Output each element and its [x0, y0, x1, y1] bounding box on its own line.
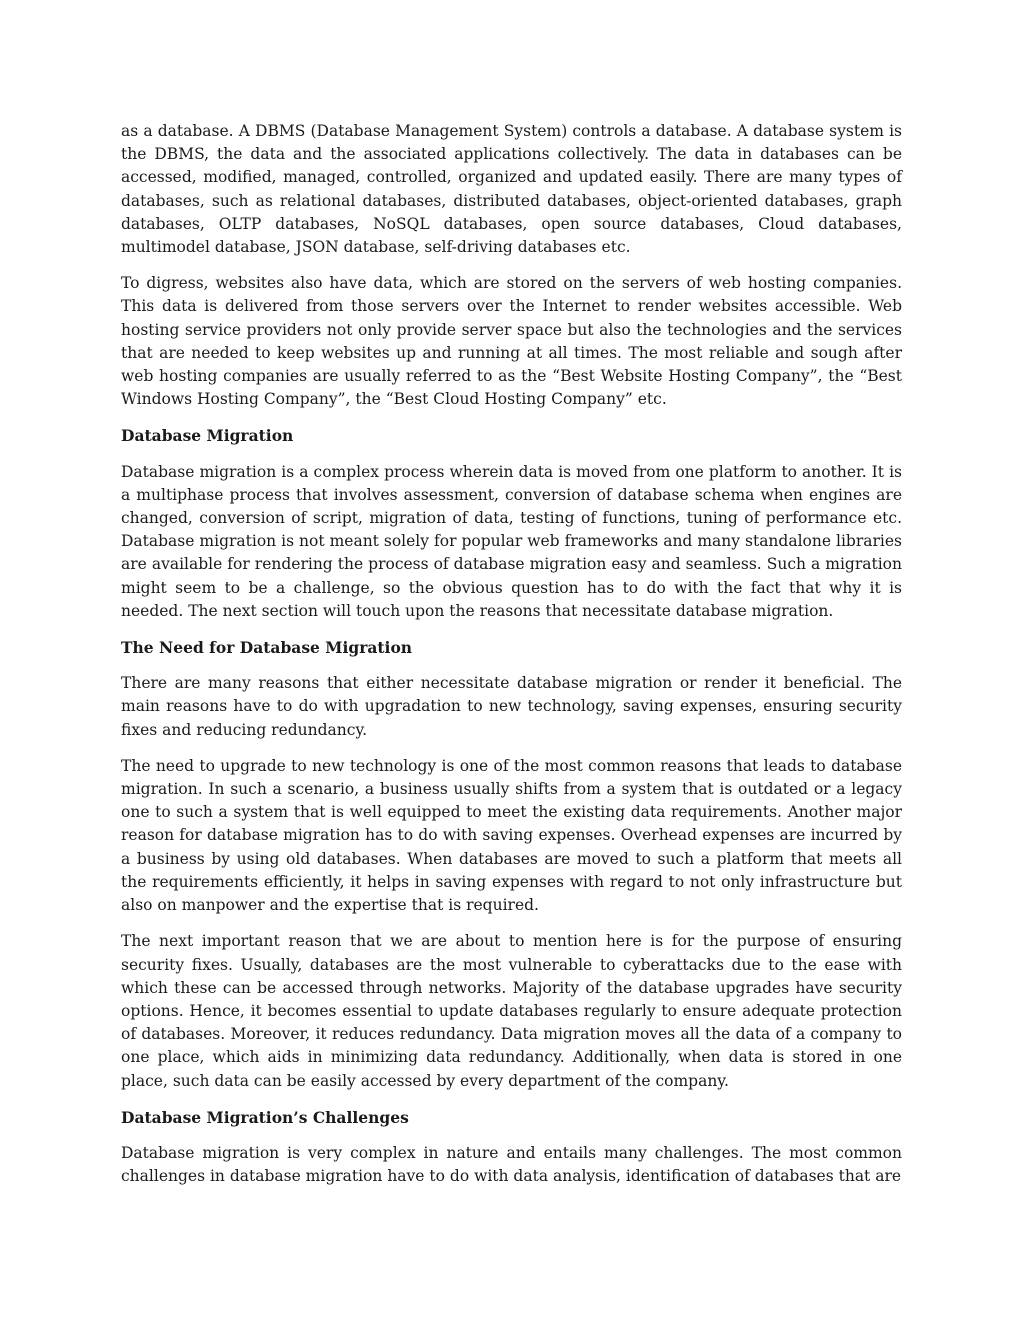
paragraph-migration-process: Database migration is a complex process wherein data is moved from one platform to another. It is a multiphase process that involves assessment, conversion of database schema when engines are changed, conversion of script, migration of data, testing of functions, tuning of performance etc. Database migration is not meant solely for popular web frameworks and many standalone libraries are available for rendering the process of database migration easy and seamless. Such a migration might seem to be a challenge, so the obvious question has to do with the fact that why it is needed. The next section will touch upon the reasons that necessitate database migration.	[121, 462, 902, 620]
paragraph-upgrade-technology: The need to upgrade to new technology is one of the most common reasons that leads to database migration. In such a scenario, a business usually shifts from a system that is outdated or a legacy one to such a system that is well equipped to meet the existing data requirements. Another major reason for database migration has to do with saving expenses. Overhead expenses are incurred by a business by using old databases. When databases are moved to such a platform that meets all the requirements efficiently, it helps in saving expenses with regard to not only infrastructure but also on manpower and the expertise that is required.	[121, 756, 902, 915]
heading-need-for-migration: The Need for Database Migration	[121, 638, 413, 658]
heading-database-migration: Database Migration	[121, 426, 294, 446]
paragraph-web-hosting: To digress, websites also have data, which are stored on the servers of web hosting companies. This data is delivered from those servers over the Internet to render websites accessible. Web hosting service providers not only provide server space but also the technologies and the services that are needed to keep websites up and running at all times. The most reliable and sough after web hosting companies are usually referred to as the “Best Website Hosting Company”, the “Best Windows Hosting Company”, the “Best Cloud Hosting Company” etc.	[121, 274, 902, 409]
heading-migration-challenges: Database Migration’s Challenges	[121, 1107, 409, 1127]
paragraph-database-types: as a database. A DBMS (Database Management System) controls a database. A database system is the DBMS, the data and the associated applications collectively. The data in databases can be accessed, modified, managed, controlled, organized and updated easily. There are many types of databases, such as relational databases, distributed databases, object-oriented databases, graph databases, OLTP databases, NoSQL databases, open source databases, Cloud databases, multimodel database, JSON database, self-driving databases etc.	[121, 122, 902, 257]
document-page	[121, 120, 902, 1201]
paragraph-challenges: Database migration is very complex in nature and entails many challenges. The most common challenges in database migration have to do with data analysis, identification of databases that are	[121, 1143, 902, 1186]
paragraph-security-fixes: The next important reason that we are about to mention here is for the purpose of ensuring security fixes. Usually, databases are the most vulnerable to cyberattacks due to the ease with which these can be accessed through networks. Majority of the database upgrades have security options. Hence, it becomes essential to update databases regularly to ensure adequate protection of databases. Moreover, it reduces redundancy. Data migration moves all the data of a company to one place, which aids in minimizing data redundancy. Additionally, when data is stored in one place, such data can be easily accessed by every department of the company.	[121, 932, 902, 1090]
paragraph-migration-reasons: There are many reasons that either necessitate database migration or render it beneficial. The main reasons have to do with upgradation to new technology, saving expenses, ensuring security fixes and reducing redundancy.	[121, 674, 902, 739]
